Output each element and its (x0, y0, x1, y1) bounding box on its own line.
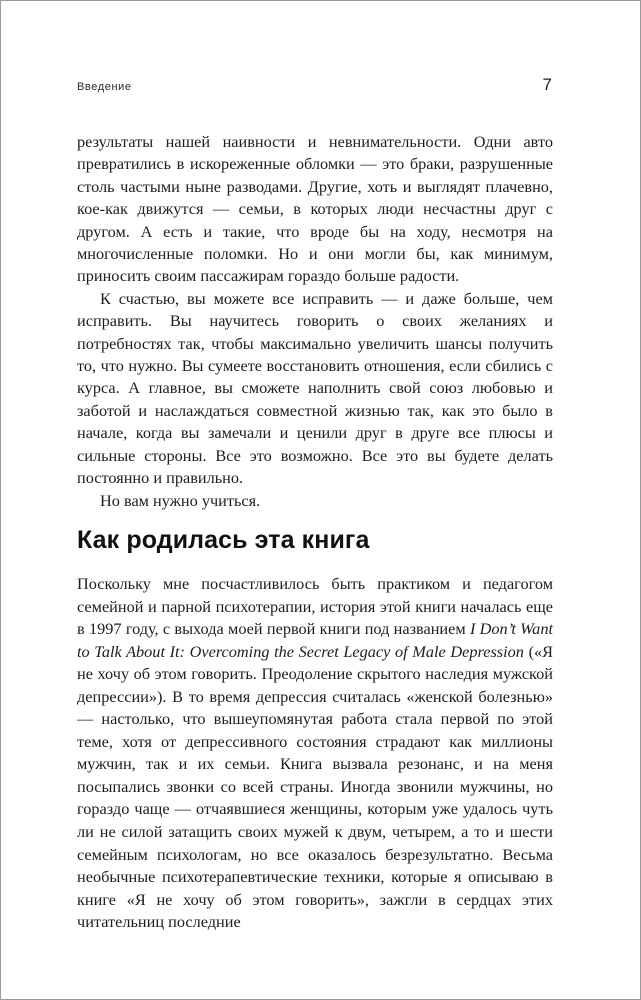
page-number: 7 (542, 75, 552, 94)
section-heading: Как родилась эта книга (77, 526, 370, 554)
section-paragraph-1-rest: («Я не хочу об этом говорить. Преодоление скрытого наследия мужской депрессии»). В то время депрессия считалась «женской болезнью» — настолько, что вышеупомянутая работа стала первой по этой теме, хотя от депрессивного состояния страдают как миллионы мужчин, так и их семьи. Книга вызвала резонанс, и на меня посыпались звонки со всей страны. Иногда звонили мужчины, но гораздо чаще — отчаявшиеся женщины, которым уже удалось чуть ли не силой затащить своих мужей к двум, четырем, а то и шести семейным психологам, но все оказалось безрезультатно. Весьма необычные психотерапевтические техники, которые я описываю в книге «Я не хочу об этом говорить», зажгли в сердцах этих читательниц последние (77, 641, 553, 932)
running-head: Введение (77, 81, 132, 93)
intro-paragraph-3: Но вам нужно учиться. (100, 490, 261, 510)
intro-text (77, 131, 553, 512)
section-text (77, 573, 553, 934)
intro-paragraph-2: К счастью, вы можете все исправить — и даже больше, чем исправить. Вы научитесь говорить о своих желаниях и потребностях так, чтобы максимально увеличить шансы получить то, что нужно. Вы сумеете восстановить отношения, если сбились с курса. А главное, вы сможете наполнить свой союз любовью и заботой и наслаждаться совместной жизнью так, как это было в начале, когда вы замечали и ценили друг в друге все плюсы и сильные стороны. Все это возможно. Все это вы будете делать постоянно и правильно. (77, 288, 553, 488)
book-title: I Don’t Want to Talk About It: Overcoming the Secret Legacy of Male Depression (77, 619, 553, 661)
section-paragraph-1 (77, 573, 553, 934)
section-paragraph-1-start: Поскольку мне посчастливилось быть практиком и педагогом семейной и парной психотерапии, история этой книги началась еще в 1997 году, с выхода моей первой книги под названием (77, 574, 553, 639)
intro-paragraph-1: результаты нашей наивности и невнимательности. Одни авто превратились в искореженные обломки — это браки, разрушенные столь частыми ныне разводами. Другие, хоть и выглядят плачевно, кое-как движутся — семьи, в которых люди несчастны друг с другом. А есть и такие, что вроде бы на ходу, несмотря на многочисленные поломки. Но и они могли бы, как минимум, приносить своим пассажирам гораздо больше радости. (77, 132, 553, 286)
